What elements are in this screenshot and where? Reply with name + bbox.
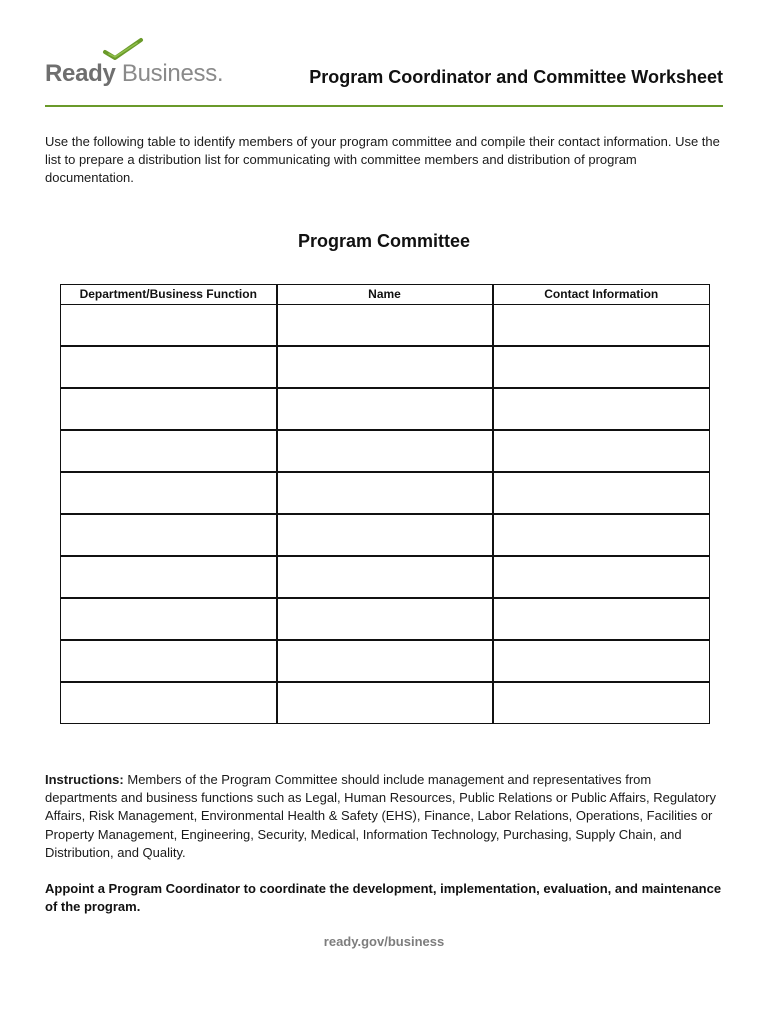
logo-wordmark (45, 60, 223, 88)
table-row (61, 640, 710, 682)
cell-department[interactable] (61, 430, 277, 472)
checkmark-icon (101, 36, 145, 62)
cell-contact[interactable] (493, 430, 710, 472)
cell-contact[interactable] (493, 388, 710, 430)
cell-contact[interactable] (493, 472, 710, 514)
table-row (61, 598, 710, 640)
instructions-label: Instructions: (45, 772, 124, 787)
cell-name[interactable] (277, 640, 493, 682)
cell-name[interactable] (277, 430, 493, 472)
table-row (61, 388, 710, 430)
column-header-department: Department/Business Function (61, 285, 277, 305)
cell-department[interactable] (61, 514, 277, 556)
table-row (61, 556, 710, 598)
cell-department[interactable] (61, 388, 277, 430)
cell-department[interactable] (61, 472, 277, 514)
cell-department[interactable] (61, 682, 277, 724)
column-header-contact: Contact Information (493, 285, 710, 305)
cell-name[interactable] (277, 514, 493, 556)
cell-name[interactable] (277, 346, 493, 388)
instructions-paragraph (45, 771, 723, 862)
footer-link[interactable]: ready.gov/business (323, 934, 445, 949)
cell-name[interactable] (277, 388, 493, 430)
column-header-name: Name (277, 285, 493, 305)
cell-department[interactable] (61, 556, 277, 598)
logo-business: Business. (121, 60, 224, 87)
table-row (61, 514, 710, 556)
cell-name[interactable] (277, 598, 493, 640)
header-divider (45, 105, 723, 107)
worksheet-title: Program Coordinator and Committee Worksheet (309, 67, 723, 87)
table-body (61, 305, 710, 724)
cell-department[interactable] (61, 305, 277, 347)
ready-business-logo (45, 36, 235, 92)
program-committee-table (60, 284, 710, 724)
cell-contact[interactable] (493, 598, 710, 640)
cell-contact[interactable] (493, 640, 710, 682)
cell-contact[interactable] (493, 682, 710, 724)
cell-contact[interactable] (493, 514, 710, 556)
table-row (61, 430, 710, 472)
table-row (61, 472, 710, 514)
table-row (61, 305, 710, 347)
cell-name[interactable] (277, 682, 493, 724)
table-header-row (61, 285, 710, 305)
cell-contact[interactable] (493, 556, 710, 598)
table-row (61, 682, 710, 724)
cell-department[interactable] (61, 346, 277, 388)
cell-name[interactable] (277, 472, 493, 514)
cell-contact[interactable] (493, 346, 710, 388)
appoint-coordinator-note: Appoint a Program Coordinator to coordinate the development, implementation, evaluation, and maintenance of the program. (45, 881, 722, 915)
intro-paragraph: Use the following table to identify members of your program committee and compile their contact information. Use the list to prepare a distribution list for communicating with committee members and distribution of program documentation. (45, 134, 720, 185)
cell-contact[interactable] (493, 305, 710, 347)
cell-department[interactable] (61, 598, 277, 640)
cell-name[interactable] (277, 305, 493, 347)
cell-name[interactable] (277, 556, 493, 598)
section-title: Program Committee (297, 231, 471, 251)
table-row (61, 346, 710, 388)
logo-ready: Ready (45, 60, 116, 87)
instructions-text: Members of the Program Committee should include management and representatives from departments and business functions such as Legal, Human Resources, Public Relations or Public Affairs, Regulatory Affairs, Risk Management, Environmental Health & Safety (EHS), Finance, Labor Relations, Operations, Facilities or Property Management, Engineering, Security, Medical, Information Technology, Purchasing, Supply Chain, and Distribution, and Quality. (45, 772, 717, 860)
cell-department[interactable] (61, 640, 277, 682)
